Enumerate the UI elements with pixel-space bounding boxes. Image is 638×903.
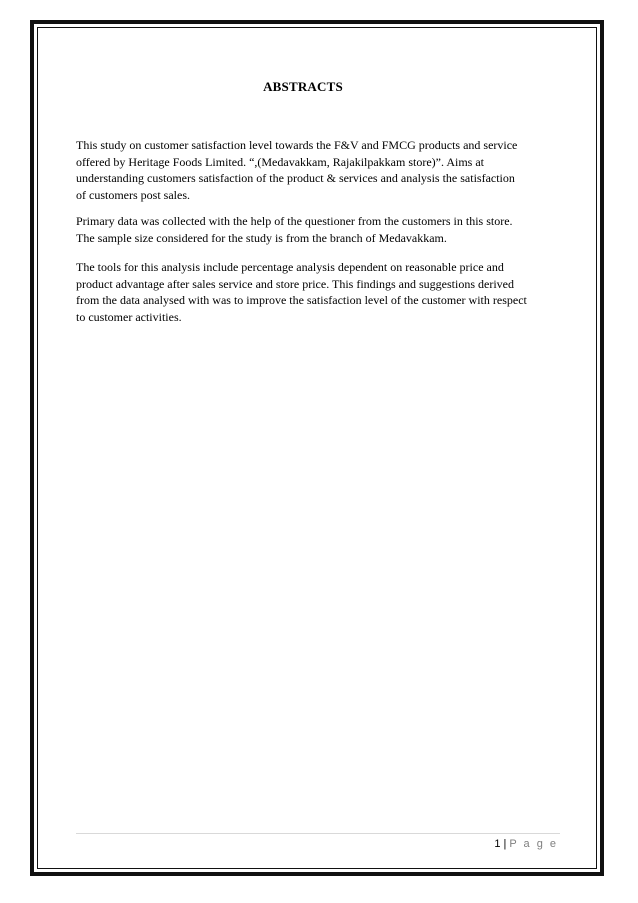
page-number: 1 <box>494 838 501 850</box>
paragraph-line: This study on customer satisfaction level towards the F&V and FMCG products and service <box>76 138 518 152</box>
abstract-paragraph-3 <box>76 259 566 325</box>
paragraph-line: offered by Heritage Foods Limited. “,(Medavakkam, Rajakilpakkam store)”. Aims at <box>76 154 484 169</box>
paragraph-line: understanding customers satisfaction of the product & services and analysis the satisfaction <box>76 171 515 185</box>
paragraph-line: The tools for this analysis include percentage analysis dependent on reasonable price and <box>76 260 504 274</box>
page-footer <box>494 838 558 850</box>
paragraph-line: The sample size considered for the study is from the branch of Medavakkam. <box>76 230 447 245</box>
abstract-paragraph-2 <box>76 213 566 246</box>
paragraph-line: to customer activities. <box>76 309 182 324</box>
page-separator: | <box>503 838 507 850</box>
paragraph-line: product advantage after sales service and store price. This findings and suggestions derived <box>76 276 514 291</box>
paragraph-line: of customers post sales. <box>76 187 190 202</box>
page-title: ABSTRACTS <box>263 79 343 94</box>
footer-divider <box>76 833 560 834</box>
paragraph-line: Primary data was collected with the help of the questioner from the customers in this store. <box>76 214 513 228</box>
paragraph-line: from the data analysed with was to improve the satisfaction level of the customer with respect <box>76 293 527 307</box>
abstract-paragraph-1 <box>76 137 566 203</box>
page-label: P a g e <box>509 838 558 850</box>
